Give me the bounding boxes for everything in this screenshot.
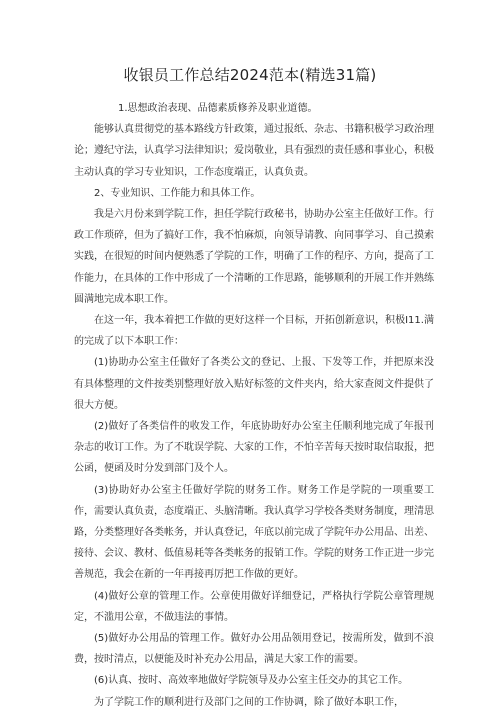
list-item: (4)做好公章的管理工作。公章使用做好详细登记，严格执行学院公章管理规定，不滥用公章，不做违法的事情。	[74, 590, 434, 623]
list-item: (1)协助办公室主任做好了各类公文的登记、上报、下发等工作，并把原来没有具体整理的文件按类别整理好放入贴好标签的文件夹内，给大家查阅文件提供了很大方便。	[74, 357, 434, 411]
paragraph: 为了学院工作的顺利进行及部门之间的工作协调，除了做好本职工作，	[94, 696, 404, 708]
section-heading: 1.思想政治表现、品德素质修养及职业道德。	[118, 103, 318, 114]
paragraph: 我是六月份来到学院工作，担任学院行政秘书，协助办公室主任做好工作。行政工作琐碎，但为了搞好工作，我不怕麻烦，向领导请教、向同事学习、自己摸索实践，在很短的时间内便熟悉了学院的工作，明确了工作的程序、方向，提高了工作能力，在具体的工作中形成了一个清晰的工作思路，能够顺利的开展工作并熟练圆满地完成本职工作。	[74, 209, 434, 305]
section-heading: 2、专业知识、工作能力和具体工作。	[94, 187, 261, 199]
document-body	[74, 98, 434, 713]
paragraph: 能够认真贯彻党的基本路线方针政策，通过报纸、杂志、书籍积极学习政治理论；遵纪守法，认真学习法律知识；爱岗敬业，具有强烈的责任感和事业心，积极主动认真的学习专业知识，工作态度端正，认真负责。	[74, 124, 434, 178]
list-item: (2)做好了各类信件的收发工作，年底协助好办公室主任顺利地完成了年报刊杂志的收订工作。为了不耽误学院、大家的工作，不怕辛苦每天按时取信取报，把公函，便函及时分发到部门及个人。	[74, 421, 434, 475]
document-title: 收银员工作总结2024范本(精选31篇)	[123, 66, 377, 84]
paragraph: 在这一年，我本着把工作做的更好这样一个目标，开拓创新意识，积极I11.满的完成了以下本职工作：	[74, 315, 434, 348]
list-item: (5)做好办公用品的管理工作。做好办公用品领用登记，按需所发，做到不浪费，按时清点，以便能及时补充办公用品，满足大家工作的需要。	[74, 633, 434, 666]
list-item: (6)认真、按时、高效率地做好学院领导及办公室主任交办的其它工作。	[94, 675, 409, 687]
list-item: (3)协助好办公室主任做好学院的财务工作。财务工作是学院的一项重要工作，需要认真负责，态度端正、头脑清晰。我认真学习学校各类财务制度，理清思路，分类整理好各类帐务，并认真登记，年底以前完成了学院年办公用品、出差、接待、会议、教材、低值易耗等各类帐务的报销工作。学院的财务工作正进一步完善规范，我会在新的一年再接再厉把工作做的更好。	[74, 484, 434, 581]
